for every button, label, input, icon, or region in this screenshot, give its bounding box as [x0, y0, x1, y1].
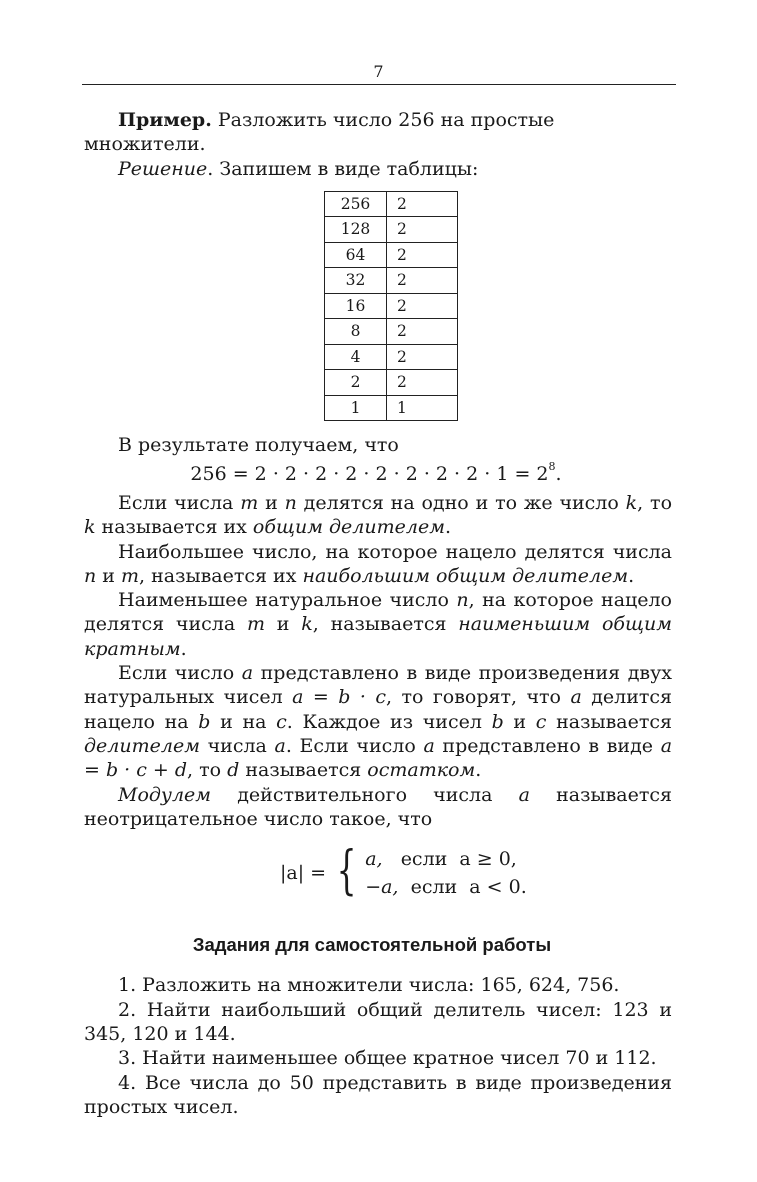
task-item: 1. Разложить на множители числа: 165, 624, 756. [118, 974, 620, 997]
section-title: Задания для самостоятельной работы [192, 934, 552, 956]
table-row [325, 191, 458, 217]
table-row [325, 319, 458, 345]
term-common-divisor: общим делителем [252, 516, 445, 539]
table-cell-divisor: 2 [387, 293, 458, 319]
table-cell-number: 128 [325, 217, 387, 243]
table-cell-divisor: 1 [387, 395, 458, 421]
modulus-lhs: |a| = [280, 861, 327, 884]
task-item: 4. Все числа до 50 представить в виде произведения простых чисел. [84, 1071, 672, 1118]
modulus-case-positive: a, если a ≥ 0, [365, 847, 517, 870]
modulus-case-negative: −a, если a < 0. [365, 876, 527, 899]
result-intro: В результате получаем, что [118, 434, 399, 457]
table-row [325, 268, 458, 294]
table-cell-divisor: 2 [387, 370, 458, 396]
term-remainder: остатком [367, 759, 476, 782]
table-row [325, 370, 458, 396]
table-cell-divisor: 2 [387, 344, 458, 370]
page-number: 7 [373, 62, 384, 81]
definition-modulus: Модулем действительного числа a называется неотрицательное число такое, что [84, 783, 672, 830]
term-gcd: наибольшим общим делителем [302, 564, 629, 587]
definition-common-divisor: Если числа m и n делятся на одно и то же число k, то k называется их общим делителем. [84, 491, 673, 539]
task-item: 2. Найти наибольший общий делитель чисел: 123 и 345, 120 и 144. [84, 998, 672, 1046]
table-cell-divisor: 2 [387, 217, 458, 243]
table-cell-number: 256 [325, 191, 387, 217]
task-item: 3. Найти наименьшее общее кратное чисел 70 и 112. [118, 1047, 657, 1070]
left-brace: { [336, 841, 357, 902]
table-cell-number: 64 [325, 242, 387, 268]
table-cell-number: 1 [325, 395, 387, 421]
definition-divisor-remainder: Если число a представлено в виде произведения двух натуральных чисел a = b · c, то говорят, что a делится нацело на b и на c. Каждое из чисел b и c называется делителем числа a. Если число a представлено в виде a = b · c + d, то d называется остатком. [84, 662, 673, 782]
term-modulus: Модулем [118, 783, 212, 806]
result-formula: $256 = 2 \cdot 2 \cdot 2 \cdot 2 \cdot 2 \cdot 2 \cdot 2 \cdot 2 \cdot 1 = 2^8$. [190, 460, 562, 485]
table-cell-number: 16 [325, 293, 387, 319]
table-cell-divisor: 2 [387, 242, 458, 268]
modulus-formula [280, 843, 672, 903]
modulus-cases [365, 847, 527, 900]
table-cell-divisor: 2 [387, 268, 458, 294]
term-divisor: делителем [84, 734, 200, 757]
definition-lcm: Наименьшее натуральное число n, на которое нацело делятся числа m и k, называется наименьшим общим кратным. [84, 589, 672, 660]
table-row [325, 242, 458, 268]
table-row [325, 293, 458, 319]
definition-gcd: Наибольшее число, на которое нацело делятся числа n и m, называется их наибольшим общим делителем. [84, 540, 672, 587]
header-rule [82, 84, 676, 85]
example-label: Пример. [118, 109, 212, 131]
table-cell-number: 4 [325, 344, 387, 370]
example-paragraph: Пример. Разложить число 256 на простые множители. [84, 109, 555, 156]
solution-label: Решение [118, 157, 208, 180]
table-row [325, 395, 458, 421]
table-cell-divisor: 2 [387, 319, 458, 345]
table-cell-number: 2 [325, 370, 387, 396]
term-lcm: наименьшим общим кратным [84, 613, 672, 660]
table-cell-divisor: 2 [387, 191, 458, 217]
table-cell-number: 8 [325, 319, 387, 345]
table-row [325, 217, 458, 243]
table-cell-number: 32 [325, 268, 387, 294]
page-content [84, 108, 672, 1119]
factorization-table [324, 191, 458, 422]
table-row [325, 344, 458, 370]
solution-paragraph: Решение. Запишем в виде таблицы: [118, 157, 479, 180]
